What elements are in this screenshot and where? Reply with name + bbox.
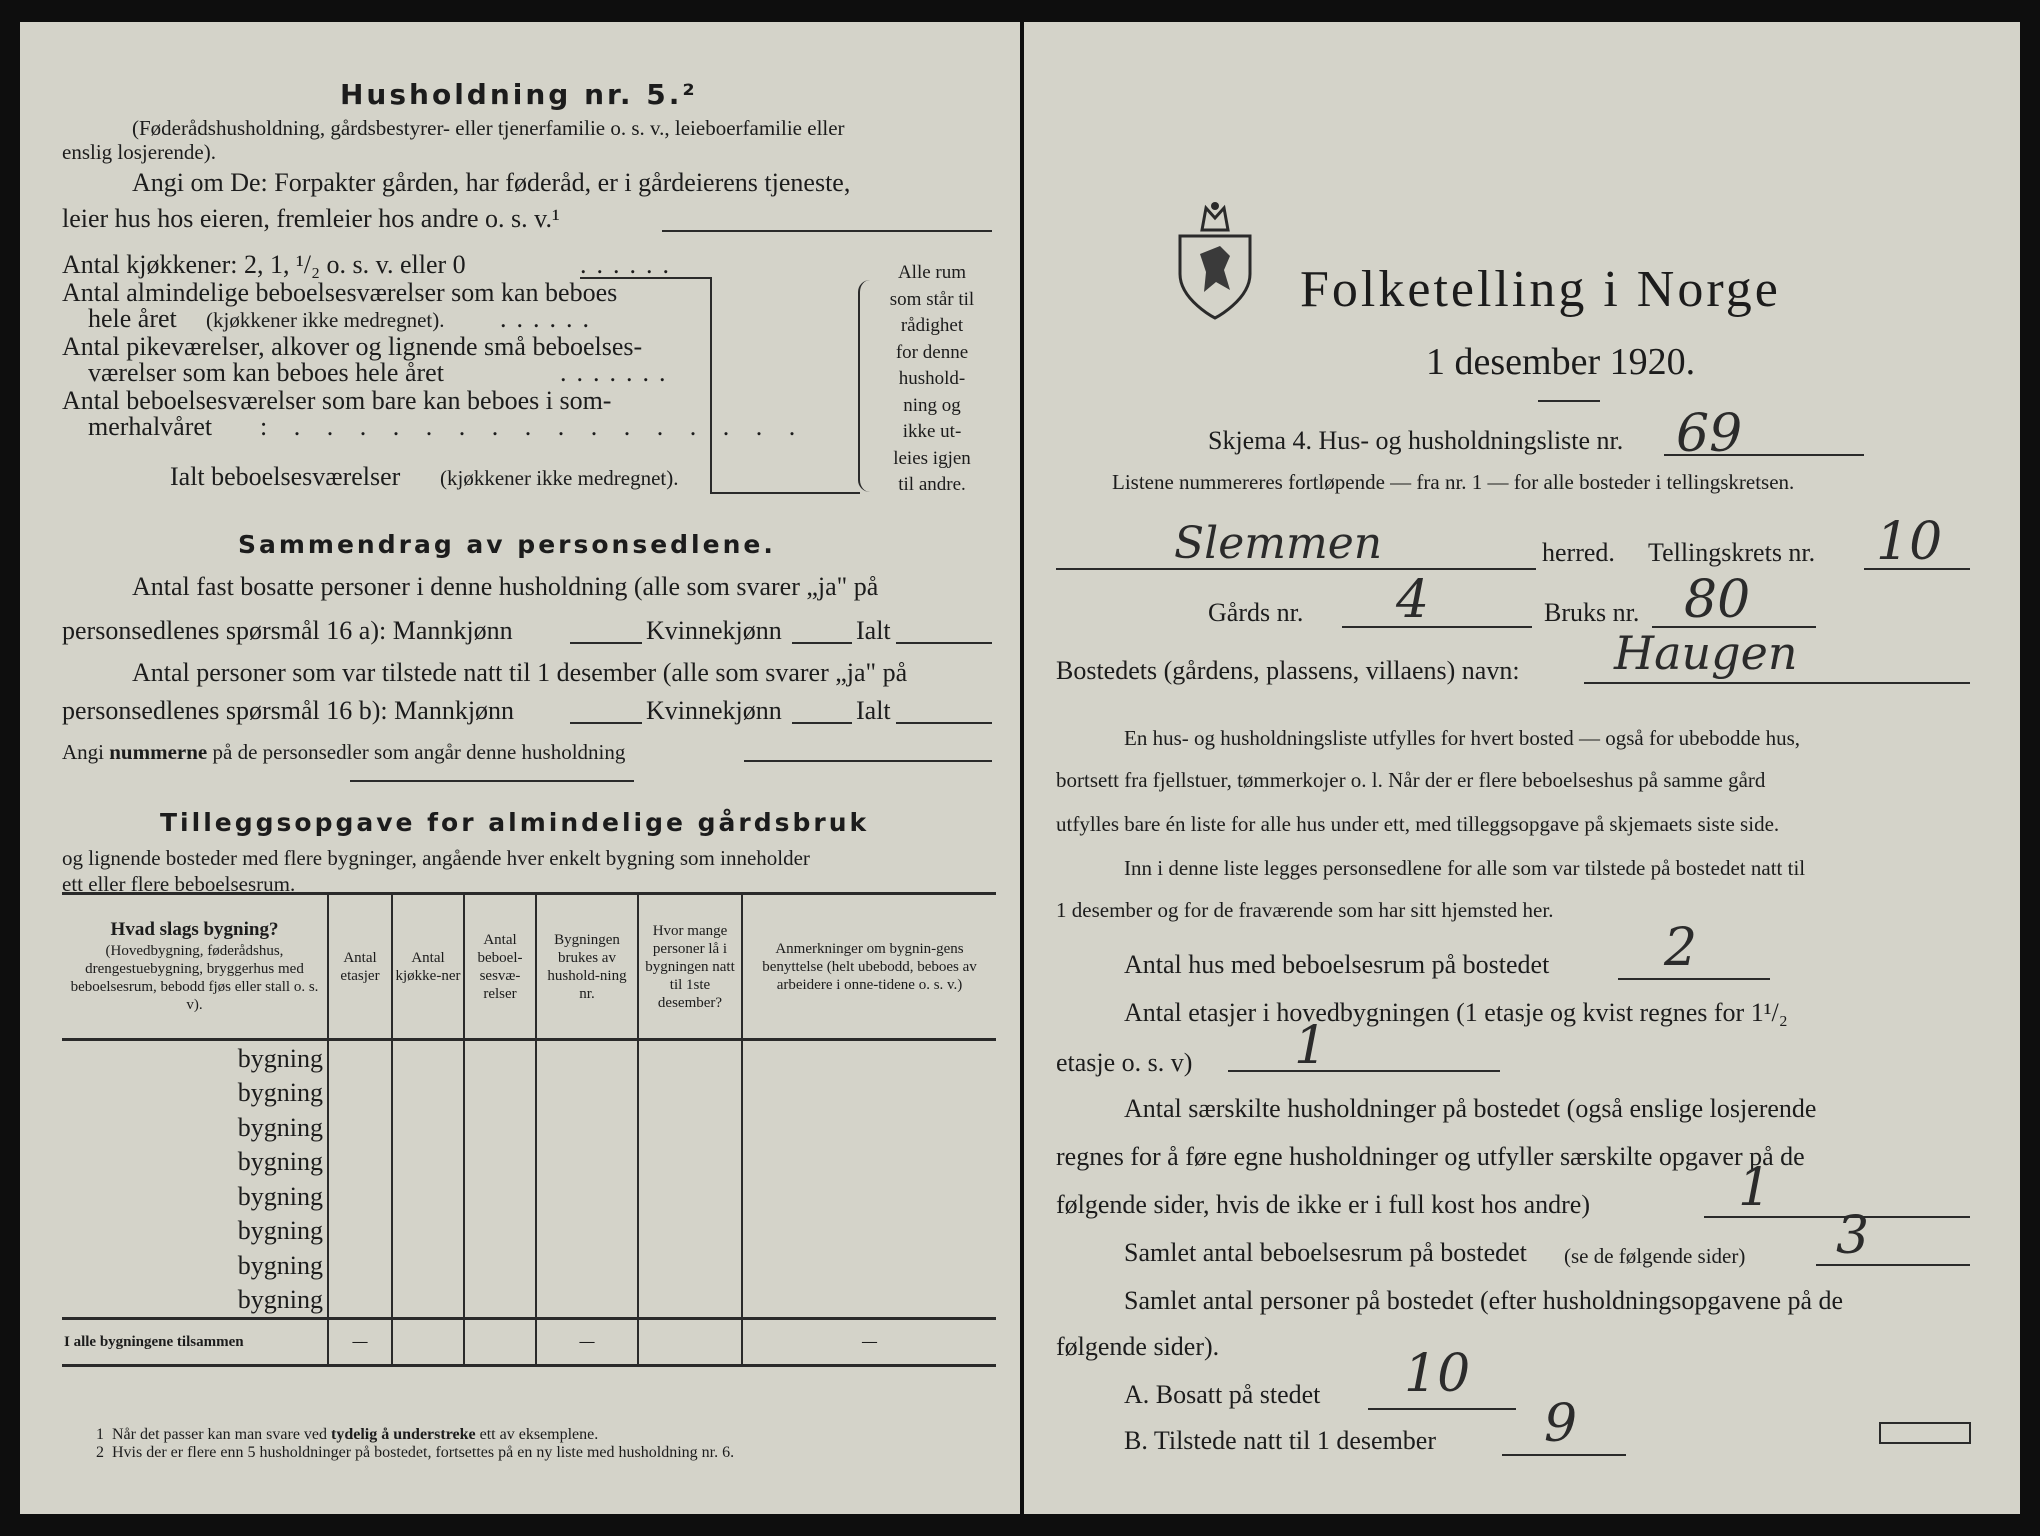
resident-total-label: Ialt xyxy=(856,616,891,645)
table-row xyxy=(62,1179,996,1214)
resident-female-line[interactable] xyxy=(792,642,852,644)
houses-label: Antal hus med beboelsesrum på bostedet xyxy=(1124,950,1550,979)
table-row xyxy=(62,1076,996,1111)
census-title: Folketelling i Norge xyxy=(1300,261,1781,318)
bruks-number: 80 xyxy=(1684,570,1751,630)
summer-rooms-label-1: Antal beboelsesværelser som bare kan beboes i som- xyxy=(62,386,612,415)
title-rule xyxy=(1538,400,1600,402)
building-cell[interactable]: bygning xyxy=(237,1112,323,1142)
krets-number: 10 xyxy=(1876,512,1943,572)
col-household-no: Bygningen brukes av hushold-ning nr. xyxy=(536,894,638,1040)
total-rooms-answer-line[interactable] xyxy=(710,492,860,494)
person-numbers-label: Angi nummerne på de personsedler som angår denne husholdning xyxy=(62,740,626,764)
table-row xyxy=(62,1214,996,1249)
herred-label: herred. xyxy=(1542,538,1615,567)
kitchens-label: Antal kjøkkener: 2, 1, ¹/₂ o. s. v. eller 0 xyxy=(62,250,466,279)
table-row xyxy=(62,1110,996,1145)
person-numbers-line[interactable] xyxy=(744,760,992,762)
col-rooms: Antal beboel-sesvæ-relser xyxy=(464,894,536,1040)
present-line[interactable] xyxy=(1502,1454,1626,1456)
resident-label: A. Bosatt på stedet xyxy=(1124,1380,1321,1409)
col-remarks: Anmerkninger om bygnin-gens benyttelse (helt ubebodd, beboes av arbeidere i onne-tidene o. s. v.) xyxy=(742,894,996,1040)
summary-present-line2: personsedlenes spørsmål 16 b): Mannkjønn xyxy=(62,696,515,725)
present-female-line[interactable] xyxy=(792,722,852,724)
gards-label: Gårds nr. xyxy=(1208,598,1304,627)
bosted-name: Haugen xyxy=(1614,626,1798,680)
floors-line2: etasje o. s. v) xyxy=(1056,1048,1193,1077)
supplement-title: Tilleggsopgave for almindelige gårdsbruk xyxy=(160,808,870,837)
houses-line[interactable] xyxy=(1618,978,1770,980)
herred-name: Slemmen xyxy=(1174,518,1383,569)
household-title: Husholdning nr. 5.² xyxy=(340,78,698,111)
floors-value-line[interactable] xyxy=(1228,1070,1500,1072)
resident-male-line[interactable] xyxy=(570,642,642,644)
rooms-total-value: 3 xyxy=(1836,1206,1870,1266)
buildings-table-header xyxy=(62,894,996,1040)
right-page xyxy=(1024,22,2020,1514)
building-cell[interactable]: bygning xyxy=(237,1078,323,1108)
total-rooms-note: (kjøkkener ikke medregnet). xyxy=(440,466,679,490)
info-line-3: utfylles bare én liste for alle hus under ett, med tilleggsopgave på skjemaets siste side. xyxy=(1056,812,1780,836)
gards-line[interactable] xyxy=(1342,626,1532,628)
info-line-4: Inn i denne liste legges personsedlene for alle som var tilstede på bostedet natt til xyxy=(1124,856,1806,880)
col-building-type: Hvad slags bygning? (Hovedbygning, føderådshus, drengestuebygning, bryggerhus med beboelsesrum, bebodd fjøs eller stall o. s. v). xyxy=(70,919,319,1013)
resident-female-label: Kvinnekjønn xyxy=(646,616,782,645)
present-total-label: Ialt xyxy=(856,696,891,725)
section-divider xyxy=(350,780,634,782)
persons-line1: Samlet antal personer på bostedet (efter husholdningsopgavene på de xyxy=(1124,1286,1844,1315)
ordinary-rooms-label-2: hele året xyxy=(88,304,177,333)
floors-line1: Antal etasjer i hovedbygningen (1 etasje og kvist regnes for 1¹/₂ xyxy=(1124,998,1788,1027)
census-date: 1 desember 1920. xyxy=(1426,341,1696,383)
resident-line[interactable] xyxy=(1368,1408,1516,1410)
total-label: I alle bygningene tilsammen xyxy=(62,1319,328,1366)
bosted-label: Bostedets (gårdens, plassens, villaens) navn: xyxy=(1056,656,1520,685)
summary-present-line1: Antal personer som var tilstede natt til 1 desember (alle som svarer „ja" på xyxy=(132,658,908,687)
household-intro-line2: enslig losjerende). xyxy=(62,140,216,164)
schema-number-line[interactable] xyxy=(1664,454,1864,456)
left-page xyxy=(20,22,1020,1514)
present-male-line[interactable] xyxy=(570,722,642,724)
buildings-table xyxy=(62,892,996,1367)
table-row xyxy=(62,1283,996,1319)
households-line3: følgende sider, hvis de ikke er i full kost hos andre) xyxy=(1056,1190,1590,1219)
households-line1: Antal særskilte husholdninger på bostedet (også enslige losjerende xyxy=(1124,1094,1817,1123)
floors-value: 1 xyxy=(1294,1016,1328,1076)
building-cell[interactable]: bygning xyxy=(237,1147,323,1177)
info-line-2: bortsett fra fjellstuer, tømmerkojer o. l. Når der er flere beboelseshus på samme gård xyxy=(1056,768,1766,792)
kitchens-dots: ...... xyxy=(580,250,679,279)
supplement-intro-line2: ett eller flere beboelsesrum. xyxy=(62,872,296,896)
building-cell[interactable]: bygning xyxy=(237,1181,323,1211)
footnote-2: 2 Hvis der er flere enn 5 husholdninger på bostedet, fortsettes på en ny liste med husholdning nr. 6. xyxy=(96,1444,735,1461)
rooms-total-note: (se de følgende sider) xyxy=(1564,1244,1746,1268)
maid-rooms-label-1: Antal pikeværelser, alkover og lignende små beboelses- xyxy=(62,332,643,361)
rooms-brace xyxy=(858,280,880,492)
col-floors: Antal etasjer xyxy=(328,894,392,1040)
rooms-answer-column xyxy=(710,277,712,492)
rooms-side-note: Alle rum som står til rådighet for denne hushold- ning og ikke ut- leies igjen til andre. xyxy=(889,262,975,495)
bruks-label: Bruks nr. xyxy=(1544,598,1640,627)
rooms-total-line[interactable] xyxy=(1816,1264,1970,1266)
present-value: 9 xyxy=(1544,1394,1578,1454)
summary-resident-line2: personsedlenes spørsmål 16 a): Mannkjønn xyxy=(62,616,513,645)
maid-rooms-dots: ....... xyxy=(560,358,676,387)
present-label: B. Tilstede natt til 1 desember xyxy=(1124,1426,1436,1455)
printer-stamp xyxy=(1879,1422,1971,1444)
persons-line2: følgende sider). xyxy=(1056,1332,1220,1361)
tenure-question-line2: leier hus hos eieren, fremleier hos andre o. s. v.¹ xyxy=(62,204,560,233)
summary-title: Sammendrag av personsedlene. xyxy=(238,530,776,559)
herred-line[interactable] xyxy=(1056,568,1536,570)
table-row xyxy=(62,1145,996,1180)
total-rooms-label: Ialt beboelsesværelser xyxy=(170,462,401,491)
building-cell[interactable]: bygning xyxy=(237,1216,323,1246)
households-value: 1 xyxy=(1738,1158,1772,1218)
households-line2: regnes for å føre egne husholdninger og utfyller særskilte opgaver på de xyxy=(1056,1142,1805,1171)
ordinary-rooms-label-1: Antal almindelige beboelsesværelser som kan beboes xyxy=(62,278,618,307)
table-total-row: I alle bygningene tilsammen — — — xyxy=(62,1319,996,1366)
col-persons: Hvor mange personer lå i bygningen natt til 1ste desember? xyxy=(638,894,742,1040)
ordinary-rooms-note: (kjøkkener ikke medregnet). xyxy=(206,308,445,332)
building-cell[interactable]: bygning xyxy=(237,1285,323,1315)
schema-label: Skjema 4. Hus- og husholdningsliste nr. xyxy=(1208,426,1624,455)
schema-number: 69 xyxy=(1676,404,1743,464)
krets-label: Tellingskrets nr. xyxy=(1648,538,1816,567)
col-kitchens: Antal kjøkke-ner xyxy=(392,894,464,1040)
tenure-question-line1: Angi om De: Forpakter gården, har føderåd, er i gårdeierens tjeneste, xyxy=(132,168,851,197)
bosted-line[interactable] xyxy=(1584,682,1970,684)
resident-total-line[interactable] xyxy=(896,642,992,644)
footnote-1: 1 Når det passer kan man svare ved tydelig å understreke ett av eksemplene. xyxy=(96,1426,599,1443)
summer-rooms-label-2: merhalvåret xyxy=(88,412,213,441)
ordinary-rooms-dots: ...... xyxy=(500,304,599,333)
summer-rooms-dots: : . . . . . . . . . . . . . . . . xyxy=(260,412,806,441)
houses-value: 2 xyxy=(1664,918,1698,978)
maid-rooms-label-2: værelser som kan beboes hele året xyxy=(88,358,444,387)
coat-of-arms-icon xyxy=(1174,200,1256,324)
building-cell[interactable]: bygning xyxy=(237,1043,323,1073)
resident-value: 10 xyxy=(1404,1344,1471,1404)
krets-line[interactable] xyxy=(1864,568,1970,570)
table-row xyxy=(62,1040,996,1076)
table-row xyxy=(62,1248,996,1283)
rooms-total-label: Samlet antal beboelsesrum på bostedet xyxy=(1124,1238,1527,1267)
numbering-note: Listene nummereres fortløpende — fra nr. 1 — for alle bosteder i tellingskretsen. xyxy=(1112,470,1795,494)
present-total-line[interactable] xyxy=(896,722,992,724)
summary-resident-line1: Antal fast bosatte personer i denne husholdning (alle som svarer „ja" på xyxy=(132,572,879,601)
household-intro-line1: (Føderådshusholdning, gårdsbestyrer- eller tjenerfamilie o. s. v., leieboerfamilie eller xyxy=(132,116,845,140)
tenure-answer-line[interactable] xyxy=(662,230,992,232)
info-line-1: En hus- og husholdningsliste utfylles for hvert bosted — også for ubebodde hus, xyxy=(1124,726,1800,750)
info-line-5: 1 desember og for de fraværende som har sitt hjemsted her. xyxy=(1056,898,1554,922)
present-female-label: Kvinnekjønn xyxy=(646,696,782,725)
gards-number: 4 xyxy=(1396,570,1430,630)
building-cell[interactable]: bygning xyxy=(237,1250,323,1280)
supplement-intro-line1: og lignende bosteder med flere bygninger, angående hver enkelt bygning som inneholder xyxy=(62,846,810,870)
